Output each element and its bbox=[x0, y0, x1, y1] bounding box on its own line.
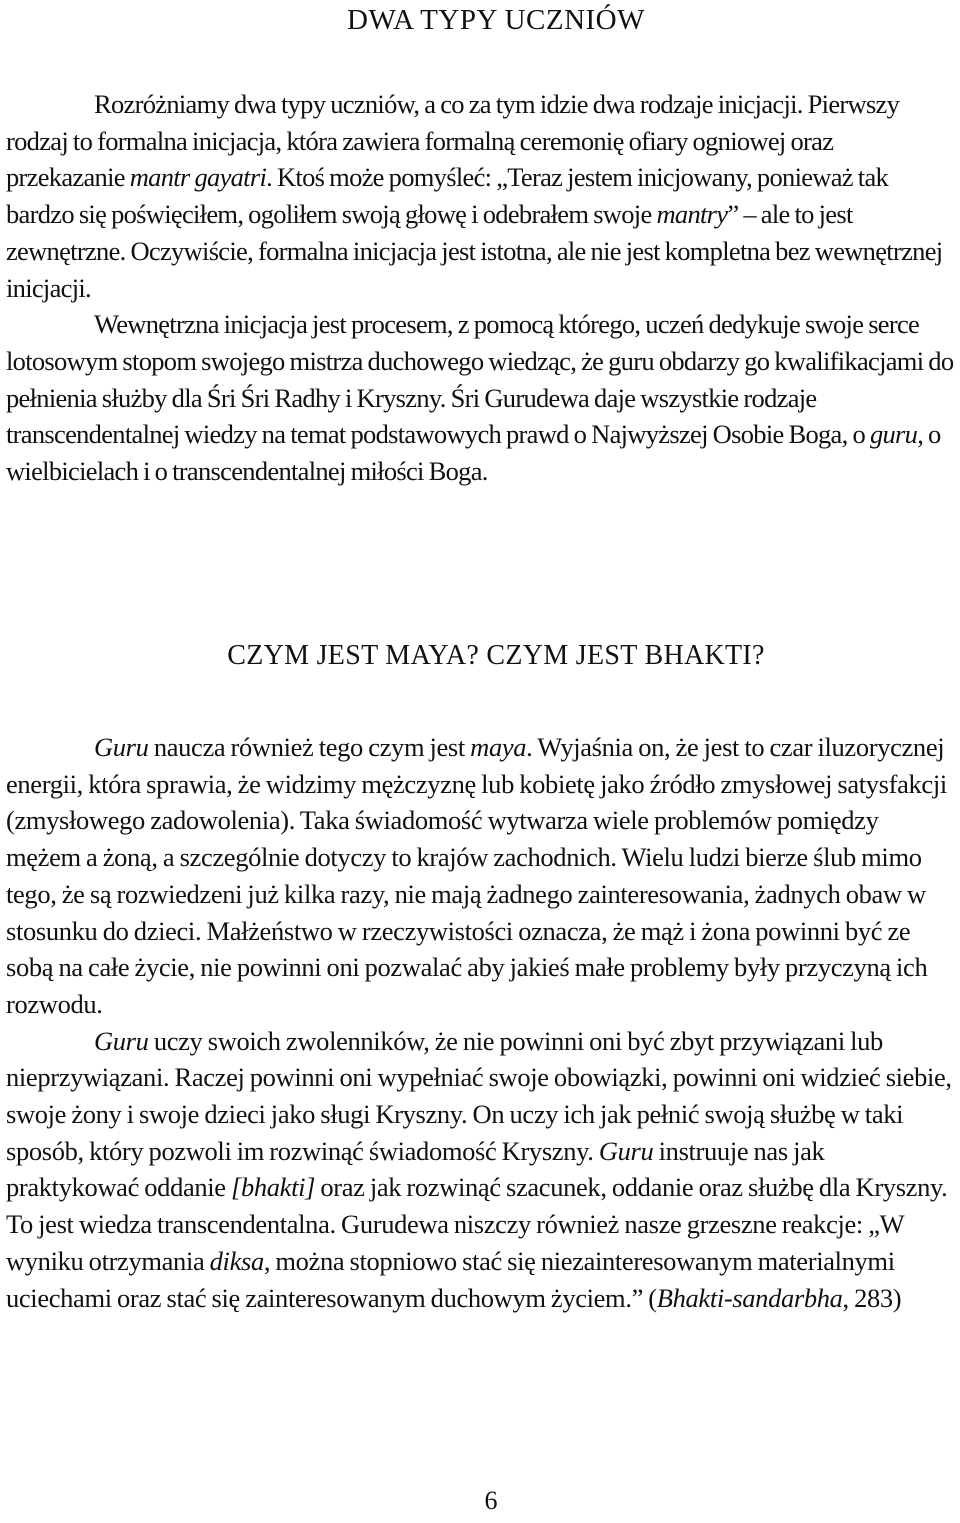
paragraph-inicjacja-wewnetrzna: Wewnętrzna inicjacja jest procesem, z pomocą którego, uczeń dedykuje swoje serce lotosowym stopom swojego mistrza duchowego wiedząc, że guru obdarzy go kwalifikacjami do pełnienia służby dla Śri Śri Radhy i Kryszny. Śri Gurudewa daje wszystkie rodzaje transcendentalnej wiedzy na temat podstawowych prawd o Najwyższej Osobie Boga, o guru, o wielbicielach i o transcendentalnej miłości Boga. bbox=[6, 309, 954, 487]
page-title: DWA TYPY UCZNIÓW bbox=[347, 4, 645, 36]
paragraph-inicjacja-formalna: Rozróżniamy dwa typy uczniów, a co za tym idzie dwa rodzaje inicjacji. Pierwszy rodzaj to formalna inicjacja, która zawiera formalną ceremonię ofiary ogniowej oraz przekazanie mantr gayatri. Ktoś może pomyśleć: „Teraz jestem inicjowany, ponieważ tak bardzo się poświęciłem, ogoliłem swoją głowę i odebrałem swoje mantry” – ale to jest zewnętrzne. Oczywiście, formalna inicjacja jest istotna, ale nie jest kompletna bez wewnętrznej inicjacji. bbox=[6, 89, 943, 303]
document-page bbox=[6, 0, 956, 1523]
section-2-body bbox=[6, 729, 956, 1316]
section-title: CZYM JEST MAYA? CZYM JEST BHAKTI? bbox=[227, 640, 765, 671]
section-1-body bbox=[6, 86, 956, 490]
page-number: 6 bbox=[484, 1486, 498, 1515]
paragraph-bhakti: Guru uczy swoich zwolenników, że nie powinni oni być zbyt przywiązani lub nieprzywiązani. Raczej powinni oni wypełniać swoje obowiązki, powinni oni widzieć siebie, swoje żony i swoje dzieci jako sługi Kryszny. On uczy ich jak pełnić swoją służbę w taki sposób, który pozwoli im rozwinąć świadomość Kryszny. Guru instruuje nas jak praktykować oddanie [bhakti] oraz jak rozwinąć szacunek, oddanie oraz służbę dla Kryszny. To jest wiedza transcendentalna. Gurudewa niszczy również nasze grzeszne reakcje: „W wyniku otrzymania diksa, można stopniowo stać się niezainteresowanym materialnymi uciechami oraz stać się zainteresowanym duchowym życiem.” (Bhakti-sandarbha, 283) bbox=[6, 1025, 952, 1313]
paragraph-maya: Guru naucza również tego czym jest maya. Wyjaśnia on, że jest to czar iluzorycznej energii, która sprawia, że widzimy mężczyznę lub kobietę jako źródło zmysłowej satysfakcji (zmysłowego zadowolenia). Taka świadomość wytwarza wiele problemów pomiędzy mężem a żoną, a szczególnie dotyczy to krajów zachodnich. Wielu ludzi bierze ślub mimo tego, że są rozwiedzeni już kilka razy, nie mają żadnego zainteresowania, żadnych obaw w stosunku do dzieci. Małżeństwo w rzeczywistości oznacza, że mąż i żona powinni być ze sobą na całe życie, nie powinni oni pozwalać aby jakieś małe problemy były przyczyną ich rozwodu. bbox=[6, 732, 947, 1019]
